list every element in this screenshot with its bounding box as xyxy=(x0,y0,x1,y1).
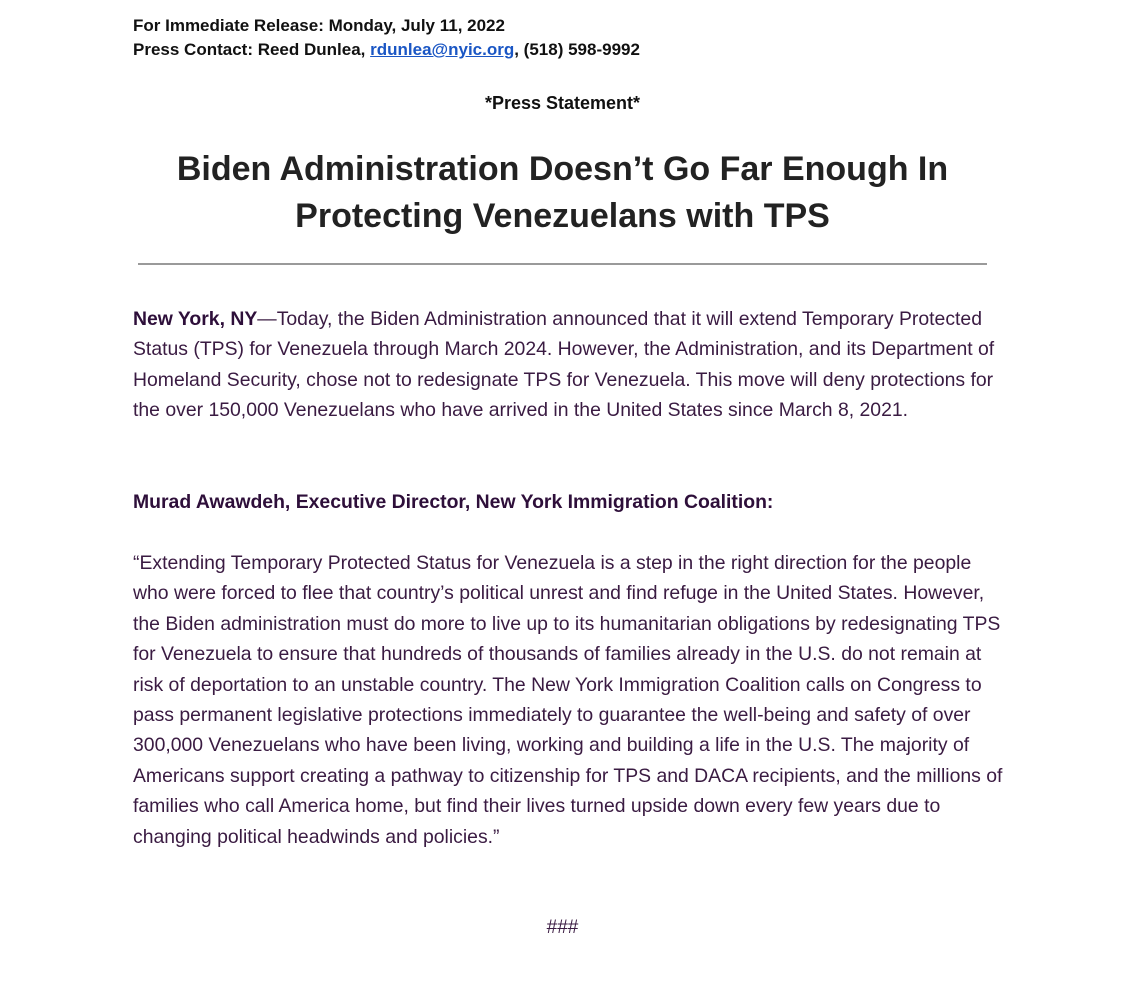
headline: Biden Administration Doesn’t Go Far Enough In Protecting Venezuelans with TPS xyxy=(176,150,949,235)
press-contact-email-link[interactable]: rdunlea@nyic.org xyxy=(370,40,515,59)
dateline: New York, NY xyxy=(133,308,258,330)
release-meta xyxy=(133,14,640,62)
headline-divider xyxy=(138,263,987,265)
end-mark: ### xyxy=(546,917,579,938)
press-statement-label: *Press Statement* xyxy=(484,93,641,113)
speaker-attribution: Murad Awawdeh, Executive Director, New York Immigration Coalition: xyxy=(133,491,774,513)
lead-text: —Today, the Biden Administration announced that it will extend Temporary Protected Status (TPS) for Venezuela through March 2024. However, the Administration, and its Department of Homeland Security, chose not to redesignate TPS for Venezuela. This move will deny protections for the over 150,000 Venezuelans who have arrived in the United States since March 8, 2021. xyxy=(133,308,995,422)
lead-paragraph xyxy=(133,304,1003,426)
release-date-line: For Immediate Release: Monday, July 11, 2022 xyxy=(133,16,505,35)
press-contact-prefix: Press Contact: Reed Dunlea, xyxy=(133,40,371,59)
press-contact-line xyxy=(133,38,640,62)
press-contact-phone: , (518) 598-9992 xyxy=(514,40,640,59)
quote-paragraph: “Extending Temporary Protected Status for Venezuela is a step in the right direction for the people who were forced to flee that country’s political unrest and find refuge in the United States. However, the Biden administration must do more to live up to its humanitarian obligations by redesignating TPS for Venezuela to ensure that hundreds of thousands of families already in the U.S. do not remain at risk of deportation to an unstable country. The New York Immigration Coalition calls on Congress to pass permanent legislative protections immediately to guarantee the well-being and safety of over 300,000 Venezuelans who have been living, working and building a life in the U.S. The majority of Americans support creating a pathway to citizenship for TPS and DACA recipients, and the millions of families who call America home, but find their lives turned upside down every few years due to changing political headwinds and policies.” xyxy=(133,552,1003,848)
